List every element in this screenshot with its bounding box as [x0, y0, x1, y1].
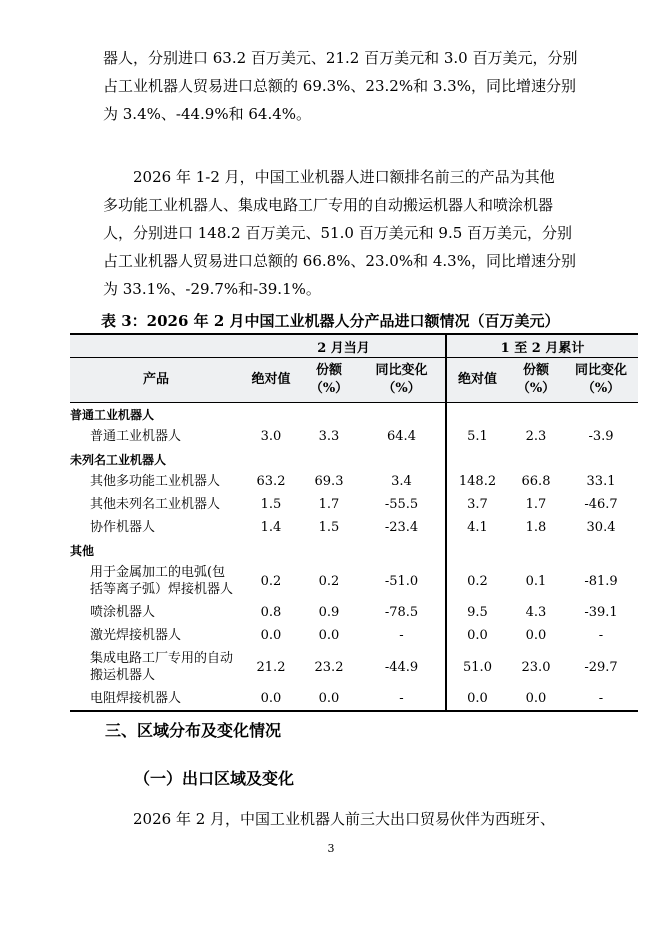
value-cell: 0.2 [446, 561, 508, 601]
value-cell: - [358, 687, 446, 711]
empty-cell [242, 448, 300, 470]
group-header-month: 2 月当月 [242, 334, 446, 358]
table-row [70, 687, 638, 711]
empty-cell [300, 539, 358, 561]
empty-cell [508, 539, 564, 561]
text-line: 多功能工业机器人、集成电路工厂专用的自动搬运机器人和喷涂机器 [103, 196, 554, 214]
value-cell: -81.9 [584, 573, 618, 589]
value-cell: 0.9 [318, 605, 340, 620]
value-cell: 21.2 [256, 659, 286, 675]
table-row [70, 561, 638, 601]
value-cell: 1.8 [525, 520, 547, 535]
section-heading: 三、区域分布及变化情况 [105, 721, 282, 740]
value-cell: 1.4 [260, 520, 282, 535]
value-cell: 1.5 [318, 520, 340, 535]
text-line: 人，分别进口 148.2 百万美元、51.0 百万美元和 9.5 百万美元，分别 [103, 224, 573, 242]
value-cell: 0.0 [446, 687, 508, 711]
table-row [70, 516, 638, 539]
paragraph-last [103, 805, 563, 833]
product-name: 喷涂机器人 [90, 605, 156, 620]
table-caption: 表 3：2026 年 2 月中国工业机器人分产品进口额情况（百万美元） [101, 312, 560, 330]
product-name: 协作机器人 [90, 520, 156, 535]
value-cell: 23.0 [521, 659, 551, 675]
col-header-abs: 绝对值 [242, 358, 300, 403]
value-cell: 66.8 [521, 474, 551, 489]
value-cell: 64.4 [387, 429, 416, 444]
paragraph-top [103, 44, 578, 128]
value-cell: 5.1 [446, 425, 508, 448]
product-name: 激光焊接机器人 [90, 628, 182, 643]
value-cell: 1.7 [318, 497, 340, 512]
value-cell: 0.2 [260, 573, 282, 589]
empty-cell [300, 403, 358, 426]
value-cell: -29.7 [584, 659, 618, 675]
table-row [70, 601, 638, 624]
empty-cell [358, 539, 446, 561]
value-cell: -51.0 [384, 573, 419, 589]
value-cell: 3.3 [318, 429, 340, 444]
table-row [70, 493, 638, 516]
category-label: 未列名工业机器人 [70, 452, 167, 467]
text-line: 2026 年 2 月，中国工业机器人前三大出口贸易伙伴为西班牙、 [133, 810, 556, 828]
product-name: 电阻焊接机器人 [70, 687, 242, 711]
value-cell: -78.5 [384, 605, 419, 620]
col-header-abs-cum: 绝对值 [446, 358, 508, 403]
value-cell: 148.2 [446, 470, 508, 493]
empty-cell [508, 403, 564, 426]
value-cell: 0.0 [508, 687, 564, 711]
empty-cell [446, 448, 508, 470]
subsection-heading: （一）出口区域及变化 [134, 769, 295, 788]
product-name: 用于金属加工的电弧(包括等离子弧）焊接机器人 [90, 565, 234, 597]
text-line: 占工业机器人贸易进口总额的 69.3%、23.2%和 3.3%，同比增速分别 [103, 77, 576, 95]
table-row [70, 624, 638, 647]
group-header-cumulative: 1 至 2 月累计 [446, 334, 638, 358]
product-name: 普通工业机器人 [90, 429, 182, 444]
empty-cell [300, 448, 358, 470]
value-cell: 69.3 [314, 474, 344, 489]
text-line: 为 33.1%、-29.7%和-39.1%。 [103, 280, 321, 298]
value-cell: 30.4 [586, 520, 616, 535]
category-label: 普通工业机器人 [70, 407, 155, 422]
col-header-share: 份额 （%） [300, 358, 358, 403]
value-cell: 0.0 [525, 628, 547, 643]
value-cell: 1.5 [260, 497, 282, 512]
empty-cell [242, 539, 300, 561]
table-row [70, 647, 638, 687]
category-row [70, 448, 638, 470]
value-cell: 4.3 [525, 605, 547, 620]
col-header-yoy: 同比变化 （%） [358, 358, 446, 403]
value-cell: -3.9 [588, 429, 614, 444]
table-row [70, 425, 638, 448]
value-cell: 0.0 [318, 628, 340, 643]
table-column-header-row [70, 358, 638, 403]
value-cell: 51.0 [446, 647, 508, 687]
empty-cell [446, 403, 508, 426]
value-cell: 33.1 [586, 474, 616, 489]
page-number: 3 [327, 842, 335, 855]
col-header-product: 产品 [70, 358, 242, 403]
table-group-header-row [70, 334, 638, 358]
empty-cell [446, 539, 508, 561]
value-cell: 4.1 [446, 516, 508, 539]
value-cell: - [399, 628, 404, 643]
value-cell: -55.5 [384, 497, 419, 512]
value-cell: 3.0 [260, 429, 282, 444]
paragraph-2 [103, 163, 576, 303]
empty-cell [358, 448, 446, 470]
product-name: 集成电路工厂专用的自动搬运机器人 [90, 651, 234, 683]
value-cell: - [564, 687, 638, 711]
value-cell: 2.3 [525, 429, 547, 444]
category-row [70, 539, 638, 561]
product-name: 其他未列名工业机器人 [90, 497, 221, 512]
value-cell: 3.7 [446, 493, 508, 516]
value-cell: 0.0 [242, 687, 300, 711]
table-row [70, 470, 638, 493]
product-name: 其他多功能工业机器人 [90, 474, 221, 489]
category-label: 其他 [70, 543, 95, 558]
value-cell: 0.0 [300, 687, 358, 711]
value-cell: 0.0 [260, 628, 282, 643]
value-cell: -23.4 [384, 520, 419, 535]
value-cell: 0.0 [446, 624, 508, 647]
empty-cell [508, 448, 564, 470]
value-cell: 9.5 [446, 601, 508, 624]
value-cell: -44.9 [384, 659, 419, 675]
value-cell: 1.7 [525, 497, 547, 512]
value-cell: -46.7 [584, 497, 618, 512]
col-header-share-cum: 份额 （%） [508, 358, 564, 403]
value-cell: -39.1 [584, 605, 618, 620]
text-line: 2026 年 1-2 月，中国工业机器人进口额排名前三的产品为其他 [133, 168, 555, 186]
blank-header-cell [70, 334, 242, 358]
empty-cell [564, 403, 638, 426]
text-line: 占工业机器人贸易进口总额的 66.8%、23.0%和 4.3%，同比增速分别 [103, 252, 576, 270]
value-cell: 0.8 [260, 605, 282, 620]
text-line: 器人，分别进口 63.2 百万美元、21.2 百万美元和 3.0 百万美元，分别 [103, 49, 578, 67]
import-table [70, 333, 638, 712]
category-row [70, 403, 638, 426]
value-cell: 63.2 [256, 474, 286, 489]
value-cell: - [598, 628, 604, 643]
col-header-yoy-cum: 同比变化 （%） [564, 358, 638, 403]
empty-cell [564, 448, 638, 470]
value-cell: 3.4 [391, 474, 412, 489]
empty-cell [242, 403, 300, 426]
value-cell: 0.2 [318, 573, 340, 589]
text-line: 为 3.4%、-44.9%和 64.4%。 [103, 105, 312, 123]
value-cell: 23.2 [314, 659, 344, 675]
empty-cell [358, 403, 446, 426]
empty-cell [564, 539, 638, 561]
value-cell: 0.1 [525, 573, 547, 589]
